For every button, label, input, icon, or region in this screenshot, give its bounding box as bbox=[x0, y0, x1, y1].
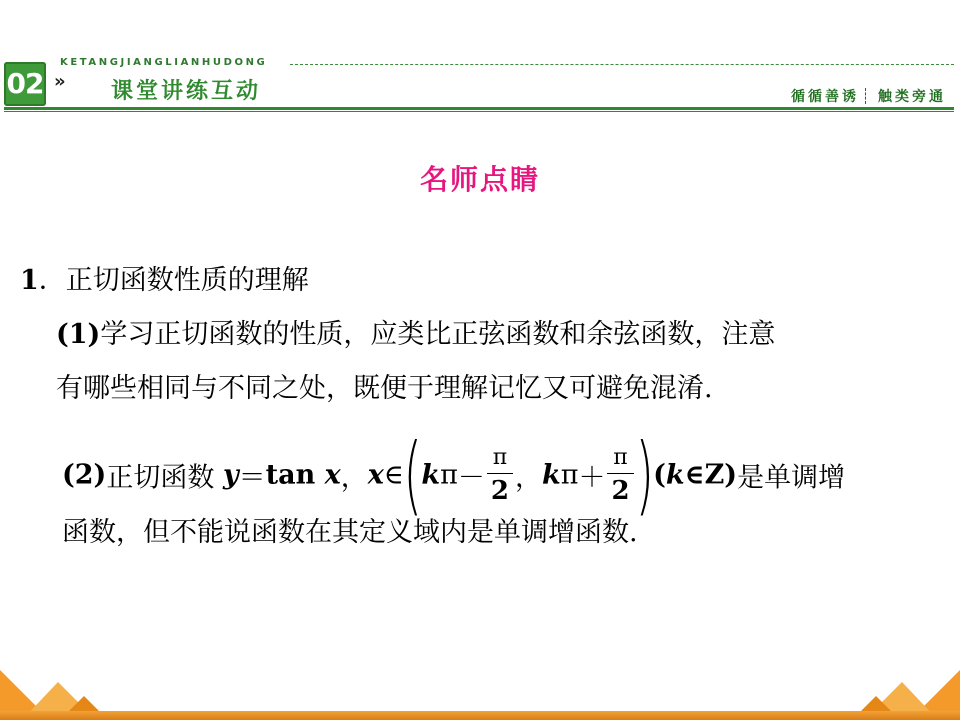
fraction-pi-over-2-b bbox=[607, 444, 633, 506]
plus-sign: ＋ bbox=[578, 462, 606, 494]
equals-sign: ＝ bbox=[238, 462, 266, 494]
page-heading: 名师点睛 bbox=[419, 163, 540, 196]
paragraph-2-line-2: 函数，但不能说函数在其定义域内是单调增函数. bbox=[62, 517, 638, 548]
section-title: 课堂讲练互动 bbox=[111, 79, 262, 104]
paragraph-1-text-1: 学习正切函数的性质，应类比正弦函数和余弦函数，注意 bbox=[100, 319, 776, 350]
tan-function: tan bbox=[265, 459, 325, 491]
condition-open: ( bbox=[653, 459, 666, 491]
slogan-right: 触类旁通 bbox=[878, 89, 946, 105]
var-k-2: k bbox=[541, 459, 561, 491]
slogan-left: 循循善诱 bbox=[791, 89, 859, 105]
var-k-1: k bbox=[421, 459, 441, 491]
right-paren: ) bbox=[635, 425, 654, 525]
paragraph-1-line-1 bbox=[56, 312, 775, 351]
var-k-3: k bbox=[665, 459, 685, 491]
header-rule-thin bbox=[4, 111, 954, 112]
condition-in-z: ∈Z) bbox=[684, 459, 738, 491]
header-dashed-line bbox=[290, 64, 954, 65]
header-rule bbox=[4, 107, 954, 110]
var-y: y bbox=[222, 459, 239, 491]
item-number: 1 bbox=[20, 265, 39, 296]
paragraph-2-text-b: 是单调增 bbox=[737, 462, 846, 494]
paragraph-2-label: (2) bbox=[62, 459, 107, 491]
left-paren: ( bbox=[403, 425, 422, 525]
chevron-icon: » bbox=[54, 71, 66, 92]
var-x: x bbox=[324, 459, 341, 491]
fraction-pi-over-2-a bbox=[487, 444, 513, 506]
comma: ， bbox=[340, 462, 368, 494]
item-1-title-line bbox=[20, 258, 309, 297]
pi-1: π bbox=[440, 459, 458, 491]
paragraph-2-text-a: 正切函数 bbox=[106, 462, 223, 494]
section-pinyin: KETANGJIANGLIANHUDONG bbox=[60, 57, 268, 68]
fraction-denominator: 2 bbox=[487, 473, 513, 504]
pi-2: π bbox=[560, 459, 579, 491]
element-of-sign: ∈ bbox=[383, 459, 404, 491]
fraction-numerator: π bbox=[613, 444, 628, 470]
item-title: 正切函数性质的理解 bbox=[65, 265, 309, 296]
fraction-denominator: 2 bbox=[607, 473, 633, 504]
header-slogan bbox=[791, 86, 946, 106]
var-x-2: x bbox=[367, 459, 384, 491]
item-number-dot: ． bbox=[38, 265, 66, 296]
section-number-badge: 02 bbox=[4, 62, 46, 106]
slogan-divider bbox=[865, 88, 876, 104]
fraction-numerator: π bbox=[492, 444, 508, 470]
comma-2: ， bbox=[514, 462, 542, 494]
paragraph-2-formula-line bbox=[62, 425, 846, 525]
paragraph-1-line-2: 有哪些相同与不同之处，既便于理解记忆又可避免混淆. bbox=[56, 373, 713, 404]
footer-bar bbox=[0, 711, 960, 720]
paragraph-1-label: (1) bbox=[56, 319, 101, 350]
minus-sign: － bbox=[457, 462, 485, 494]
